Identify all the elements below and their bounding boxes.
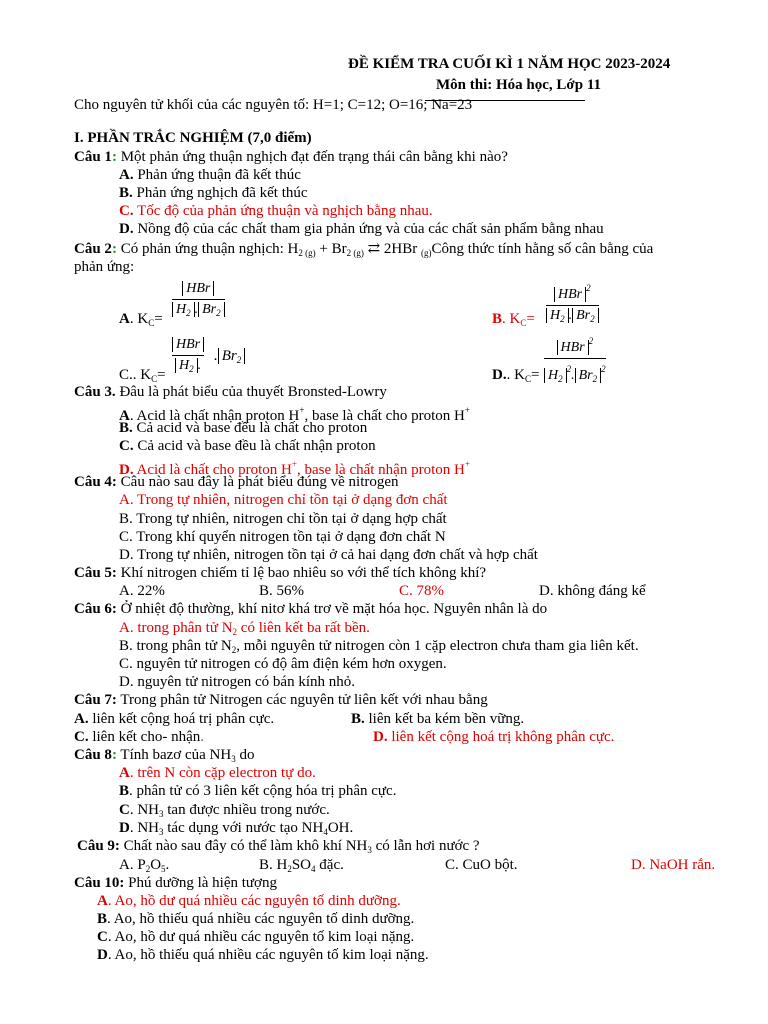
question-8: Câu 8: Tính bazơ của $NH_3$ do xyxy=(74,747,255,764)
q7-option-c: C. liên kết cho- nhận. xyxy=(74,729,204,745)
q4-option-c: C. Trong khí quyển nitrogen tồn tại ở dạng đơn chất N xyxy=(119,529,446,545)
q2-option-b: B. $K_C=$ xyxy=(492,311,535,328)
q9-option-a: A. $P_2O_5$. xyxy=(119,857,170,874)
atomic-masses: Cho nguyên tử khối của các nguyên tố: H=1; C=12; O=16; Na=23 xyxy=(74,97,473,113)
q8-option-c: C. $NH_3$ tan được nhiều trong nước. xyxy=(119,802,330,819)
question-label: Câu 1 xyxy=(74,149,112,165)
q5-option-d: D. không đáng kể xyxy=(539,583,646,599)
q9-option-c: C. CuO bột. xyxy=(445,857,518,873)
q2-formula-d: HBr $^2$ $H_2^2$. $Br_2^2$ xyxy=(544,332,606,388)
q4-option-b: B. Trong tự nhiên, nitrogen chỉ tồn tại ở dạng hợp chất xyxy=(119,511,447,527)
q1-option-c: C. Tốc độ của phản ứng thuận và nghịch bằng nhau. xyxy=(119,203,433,219)
q4-option-a: A. Trong tự nhiên, nitrogen chỉ tồn tại ở dạng đơn chất xyxy=(119,492,448,508)
question-7: Câu 7: Trong phân tử Nitrogen các nguyên tử liên kết với nhau bằng xyxy=(74,692,488,708)
q10-option-a: A. Ao, hồ dư quá nhiều các nguyên tố dinh dưỡng. xyxy=(97,893,401,909)
q8-option-d: D. $NH_3$ tác dụng với nước tạo $NH_4OH$. xyxy=(119,820,354,837)
q9-option-d: D. NaOH rắn. xyxy=(631,857,716,873)
q10-option-d: D. Ao, hồ thiếu quá nhiều các nguyên tố kim loại nặng. xyxy=(97,947,429,963)
q3-option-c: C. Cả acid và base đều là chất nhận proton xyxy=(119,438,376,454)
question-5: Câu 5: Khí nitrogen chiếm tỉ lệ bao nhiêu so với thể tích không khí? xyxy=(74,565,487,581)
q10-option-c: C. Ao, hồ dư quá nhiều các nguyên tố kim loại nặng. xyxy=(97,929,415,945)
q3-option-a: A. Acid là chất nhận proton H+, base là chất cho proton H+ xyxy=(119,405,470,424)
q3-option-b: B. Cả acid và base đều là chất cho proton xyxy=(119,420,368,436)
q5-option-c: C. 78% xyxy=(399,583,444,599)
q2-option-a: A. $K_C=$ xyxy=(119,311,163,328)
q1-option-a: A. Phản ứng thuận đã kết thúc xyxy=(119,167,301,183)
q2-stem-cont: phản ứng: xyxy=(74,259,135,275)
question-6: Câu 6: Ở nhiệt độ thường, khí nitơ khá trơ về mặt hóa học. Nguyên nhân là do xyxy=(74,601,548,617)
question-3: Câu 3. Đâu là phát biểu của thuyết Bronsted-Lowry xyxy=(74,384,387,400)
q1-option-d: D. Nồng độ của các chất tham gia phản ứng và của các chất sản phẩm bằng nhau xyxy=(119,221,604,237)
q6-option-b: B. trong phân tử $N_2$, mỗi nguyên tử nitrogen còn 1 cặp electron chưa tham gia liên kết. xyxy=(119,638,639,655)
q7-option-d: D. liên kết cộng hoá trị không phân cực. xyxy=(373,729,615,745)
q2-formula-c-br2: . $Br_2$ xyxy=(214,348,245,369)
question-2: Câu 2: Có phản ứng thuận nghịch: $H_{2 (g)} + Br_{2 (g)}$ ⇄ 2HBr $_{(g)}$Công thức tính hằng số cân bằng của xyxy=(74,241,654,258)
q6-option-d: D. nguyên tử nitrogen có bán kính nhỏ. xyxy=(119,674,356,690)
q5-option-a: A. 22% xyxy=(119,583,165,599)
q7-option-b: B. liên kết ba kém bền vững. xyxy=(351,711,525,727)
exam-title: ĐỀ KIỂM TRA CUỐI KÌ 1 NĂM HỌC 2023-2024 xyxy=(348,56,671,72)
question-10: Câu 10: Phú dưỡng là hiện tượng xyxy=(74,875,277,891)
question-9: Câu 9: Chất nào sau đây có thể làm khô khí $NH_3$ có lẫn hơi nước ? xyxy=(77,838,480,855)
q2-option-c: C.. $K_C=$ xyxy=(119,367,166,384)
q8-option-a: A. trên N còn cặp electron tự do. xyxy=(119,765,316,781)
q10-option-b: B. Ao, hồ thiếu quá nhiều các nguyên tố dinh dưỡng. xyxy=(97,911,415,927)
q1-option-b: B. Phản ứng nghịch đã kết thúc xyxy=(119,185,308,201)
question-1: Câu 1: Một phản ứng thuận nghịch đạt đến trạng thái cân bằng khi nào? xyxy=(74,149,508,165)
q4-option-d: D. Trong tự nhiên, nitrogen tồn tại ở cả hai dạng đơn chất và hợp chất xyxy=(119,547,538,563)
q2-formula-a: HBr $H_2$ . $Br_2$ xyxy=(172,280,225,322)
q7-option-a: A. liên kết cộng hoá trị phân cực. xyxy=(74,711,275,727)
q5-option-b: B. 56% xyxy=(259,583,304,599)
q2-option-d: D.. $K_C=$ xyxy=(492,367,540,384)
question-4: Câu 4: Câu nào sau đây là phát biểu đúng về nitrogen xyxy=(74,474,399,490)
q6-option-a: A. trong phân tử $N_2$ có liên kết ba rất bền. xyxy=(119,620,370,637)
q2-formula-c: HBr $H_2$ . xyxy=(172,336,204,378)
section-title: I. PHẦN TRẮC NGHIỆM (7,0 điểm) xyxy=(74,130,312,146)
q2-formula-b: HBr $^2$ $H_2$ . $Br_2$ xyxy=(546,279,599,328)
q8-option-b: B. phân tử có 3 liên kết cộng hóa trị phân cực. xyxy=(119,783,397,799)
q6-option-c: C. nguyên tử nitrogen có độ âm điện kém hơn oxygen. xyxy=(119,656,447,672)
q3-option-d: D. Acid là chất cho proton H+, base là chất nhận proton H+ xyxy=(119,459,470,478)
q9-option-b: B. $H_2SO_4$ đặc. xyxy=(259,857,344,874)
exam-subject: Môn thi: Hóa học, Lớp 11 xyxy=(436,77,601,93)
